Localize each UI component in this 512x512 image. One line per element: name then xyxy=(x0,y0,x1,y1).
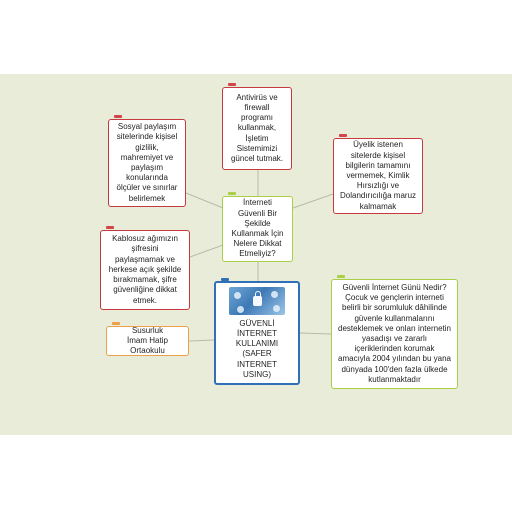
topic-school-text: Susurluk İmam Hatip Ortaokulu xyxy=(127,325,168,356)
question-text: İnterneti Güvenli Bir Şekilde Kullanmak İçin Nelere Dikkat Etmeliyiz? xyxy=(231,198,284,259)
topic-antivirus-text: Antivirüs ve firewall programı kullanmak, İşletim Sistemimizi güncel tutmak. xyxy=(230,92,284,163)
central-topic[interactable] xyxy=(214,281,300,385)
topic-social-media[interactable] xyxy=(108,119,186,207)
topic-tag xyxy=(228,192,236,195)
topic-tag xyxy=(337,275,345,278)
topic-tag xyxy=(228,83,236,86)
central-topic-title: GÜVENLİ İNTERNET KULLANIMI (SAFER INTERNET USING) xyxy=(235,318,279,379)
topic-tag xyxy=(114,115,122,118)
topic-wireless[interactable] xyxy=(100,230,190,310)
topic-tag xyxy=(221,278,229,281)
topic-membership[interactable] xyxy=(333,138,423,214)
topic-antivirus[interactable] xyxy=(222,87,292,170)
cyber-security-lock-image xyxy=(229,287,285,315)
topic-safer-internet-day[interactable] xyxy=(331,279,458,389)
topic-membership-text: Üyelik istenen sitelerde kişisel bilgilerin tamamını vermemek, Kimlik Hırsızlığı ve Dolandırıcılığa maruz kalmamak xyxy=(339,140,417,211)
question-node[interactable] xyxy=(222,196,293,262)
topic-safer-internet-day-text: Güvenli İnternet Günü Nedir? Çocuk ve gençlerin interneti belirli bir sorumluluk dâhilinde güvenle kullanmalarını desteklemek ve onları internetin yasadışı ve zararlı içeriklerinden korumak amacıyla 2004 yılından bu yana dünyada 100'den fazla ülkede kutlanmaktadır xyxy=(338,282,451,384)
topic-school[interactable] xyxy=(106,326,189,356)
topic-social-media-text: Sosyal paylaşım sitelerinde kişisel gizlilik, mahremiyet ve paylaşım konularında ölçüler ve sınırlar belirlemek xyxy=(116,122,178,203)
topic-tag xyxy=(112,322,120,325)
topic-wireless-text: Kablosuz ağımızın şifresini paylaşmamak ve herkese açık şekilde bırakmamak, şifre güvenliğine dikkat etmek. xyxy=(108,234,182,305)
topic-tag xyxy=(339,134,347,137)
topic-tag xyxy=(106,226,114,229)
